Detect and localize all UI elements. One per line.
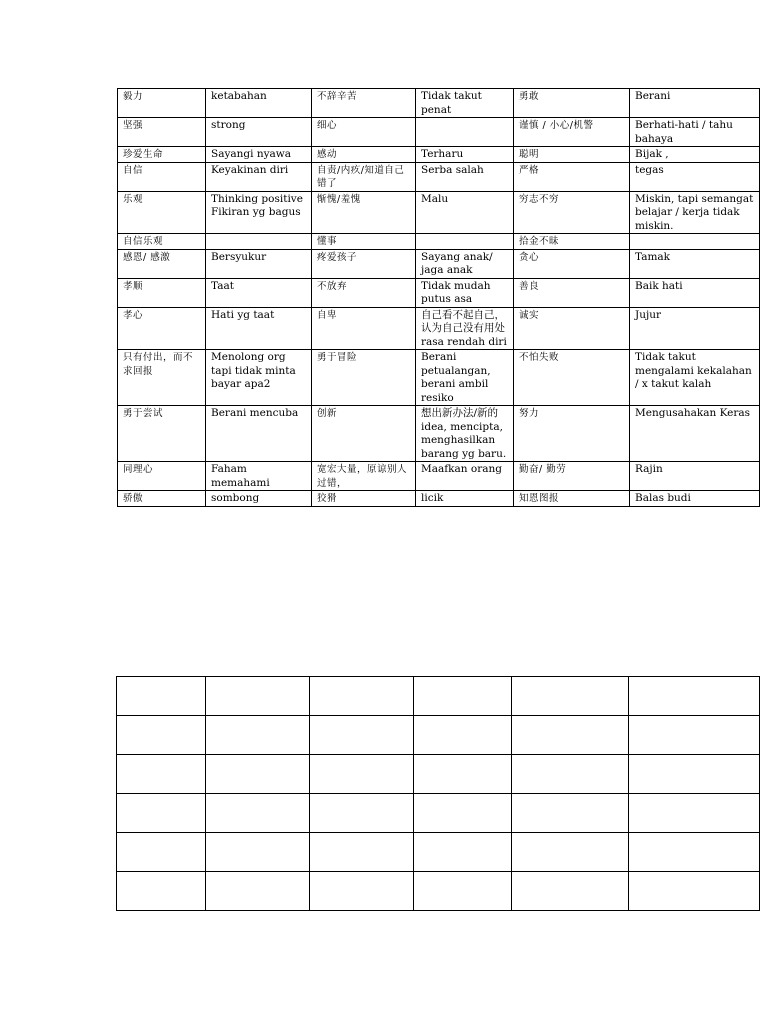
table-cell: Sayang anak/ jaga anak bbox=[416, 249, 514, 278]
table-row bbox=[117, 794, 760, 833]
empty-cell bbox=[629, 794, 760, 833]
table-cell: 勤奋/ 勤劳 bbox=[514, 462, 630, 491]
table-cell: 严格 bbox=[514, 162, 630, 191]
empty-cell bbox=[629, 755, 760, 794]
empty-cell bbox=[414, 833, 512, 872]
table-cell: Tamak bbox=[630, 249, 760, 278]
table-row bbox=[118, 307, 760, 350]
table-cell: 感恩/ 感激 bbox=[118, 249, 206, 278]
table-cell: 创新 bbox=[312, 406, 416, 462]
empty-cell bbox=[310, 755, 414, 794]
table-cell: Maafkan orang bbox=[416, 462, 514, 491]
table-cell: Rajin bbox=[630, 462, 760, 491]
table-cell: 宽宏大量，原谅别人过错， bbox=[312, 462, 416, 491]
table-cell: Thinking positive Fikiran yg bagus bbox=[206, 191, 312, 234]
table-cell: 勇于冒险 bbox=[312, 350, 416, 406]
table-cell: 勇敢 bbox=[514, 89, 630, 118]
table-row bbox=[117, 833, 760, 872]
table-cell bbox=[206, 234, 312, 250]
table-cell bbox=[630, 234, 760, 250]
empty-cell bbox=[629, 716, 760, 755]
table-cell: 孝心 bbox=[118, 307, 206, 350]
empty-cell bbox=[512, 872, 629, 911]
table-row bbox=[117, 755, 760, 794]
empty-cell bbox=[310, 872, 414, 911]
table-cell: 狡猾 bbox=[312, 491, 416, 507]
empty-cell bbox=[117, 872, 206, 911]
table-cell: 聪明 bbox=[514, 147, 630, 163]
empty-cell bbox=[512, 833, 629, 872]
empty-cell bbox=[117, 794, 206, 833]
table-cell: 骄傲 bbox=[118, 491, 206, 507]
table-cell: Tidak mudah putus asa bbox=[416, 278, 514, 307]
vocabulary-table-body bbox=[118, 89, 760, 507]
table-cell: Berani mencuba bbox=[206, 406, 312, 462]
table-cell: Hati yg taat bbox=[206, 307, 312, 350]
table-cell: Sayangi nyawa bbox=[206, 147, 312, 163]
table-cell: 疼爱孩子 bbox=[312, 249, 416, 278]
table-cell: 知恩图报 bbox=[514, 491, 630, 507]
vocabulary-table bbox=[117, 88, 760, 507]
table-cell: Tidak takut mengalami kekalahan / x takut kalah bbox=[630, 350, 760, 406]
table-row bbox=[118, 249, 760, 278]
table-cell: 想出新办法/新的 idea, mencipta, menghasilkan barang yg baru. bbox=[416, 406, 514, 462]
table-row bbox=[118, 491, 760, 507]
empty-cell bbox=[512, 716, 629, 755]
table-row bbox=[118, 191, 760, 234]
table-cell: 勇于尝试 bbox=[118, 406, 206, 462]
empty-cell bbox=[117, 755, 206, 794]
empty-cell bbox=[512, 677, 629, 716]
table-row bbox=[118, 162, 760, 191]
table-row bbox=[118, 462, 760, 491]
table-cell: Malu bbox=[416, 191, 514, 234]
table-cell: 诚实 bbox=[514, 307, 630, 350]
table-cell: 自信乐观 bbox=[118, 234, 206, 250]
table-cell: ketabahan bbox=[206, 89, 312, 118]
empty-cell bbox=[512, 755, 629, 794]
table-cell: 只有付出，而不求回报 bbox=[118, 350, 206, 406]
empty-cell bbox=[414, 794, 512, 833]
table-cell: 不辞辛苦 bbox=[312, 89, 416, 118]
table-cell: 拾金不昧 bbox=[514, 234, 630, 250]
table-cell: Serba salah bbox=[416, 162, 514, 191]
empty-cell bbox=[310, 833, 414, 872]
table-cell: 同理心 bbox=[118, 462, 206, 491]
empty-cell bbox=[206, 677, 310, 716]
empty-cell bbox=[629, 872, 760, 911]
table-row bbox=[118, 350, 760, 406]
table-cell: Berani petualangan, berani ambil resiko bbox=[416, 350, 514, 406]
table-cell: 细心 bbox=[312, 118, 416, 147]
empty-cell bbox=[206, 794, 310, 833]
table-cell: Bijak , bbox=[630, 147, 760, 163]
empty-cell bbox=[414, 677, 512, 716]
table-cell: 珍爱生命 bbox=[118, 147, 206, 163]
table-cell: Berhati-hati / tahu bahaya bbox=[630, 118, 760, 147]
table-row bbox=[118, 278, 760, 307]
table-cell: 乐观 bbox=[118, 191, 206, 234]
empty-cell bbox=[206, 755, 310, 794]
empty-cell bbox=[629, 677, 760, 716]
empty-cell bbox=[414, 872, 512, 911]
table-cell: Baik hati bbox=[630, 278, 760, 307]
blank-table-body bbox=[117, 677, 760, 911]
blank-table bbox=[116, 676, 760, 911]
table-row bbox=[118, 406, 760, 462]
table-row bbox=[118, 89, 760, 118]
table-row bbox=[118, 147, 760, 163]
table-cell: Bersyukur bbox=[206, 249, 312, 278]
empty-cell bbox=[206, 833, 310, 872]
empty-cell bbox=[310, 794, 414, 833]
table-cell bbox=[416, 118, 514, 147]
table-cell: 坚强 bbox=[118, 118, 206, 147]
table-cell: 懂事 bbox=[312, 234, 416, 250]
empty-cell bbox=[206, 872, 310, 911]
table-cell: 毅力 bbox=[118, 89, 206, 118]
table-cell: Miskin, tapi semangat belajar / kerja tidak miskin. bbox=[630, 191, 760, 234]
table-row bbox=[117, 716, 760, 755]
table-cell: 惭愧/羞愧 bbox=[312, 191, 416, 234]
empty-cell bbox=[629, 833, 760, 872]
empty-cell bbox=[310, 677, 414, 716]
table-cell: 自责/内疚/知道自己错了 bbox=[312, 162, 416, 191]
table-cell: 谨慎 / 小心/机警 bbox=[514, 118, 630, 147]
table-cell: Terharu bbox=[416, 147, 514, 163]
table-cell: 贪心 bbox=[514, 249, 630, 278]
empty-cell bbox=[117, 833, 206, 872]
table-cell: 善良 bbox=[514, 278, 630, 307]
empty-cell bbox=[414, 755, 512, 794]
table-row bbox=[118, 234, 760, 250]
table-cell: 自己看不起自己，认为自己没有用处 rasa rendah diri bbox=[416, 307, 514, 350]
table-cell: licik bbox=[416, 491, 514, 507]
table-cell bbox=[416, 234, 514, 250]
table-cell: tegas bbox=[630, 162, 760, 191]
table-cell: sombong bbox=[206, 491, 312, 507]
table-cell: 自信 bbox=[118, 162, 206, 191]
table-cell: Berani bbox=[630, 89, 760, 118]
empty-cell bbox=[117, 716, 206, 755]
empty-cell bbox=[512, 794, 629, 833]
empty-cell bbox=[414, 716, 512, 755]
table-cell: Mengusahakan Keras bbox=[630, 406, 760, 462]
table-cell: 穷志不穷 bbox=[514, 191, 630, 234]
table-cell: Balas budi bbox=[630, 491, 760, 507]
table-row bbox=[117, 677, 760, 716]
table-cell: 孝顺 bbox=[118, 278, 206, 307]
empty-cell bbox=[206, 716, 310, 755]
table-row bbox=[118, 118, 760, 147]
table-cell: 感动 bbox=[312, 147, 416, 163]
table-cell: Keyakinan diri bbox=[206, 162, 312, 191]
empty-cell bbox=[117, 677, 206, 716]
table-row bbox=[117, 872, 760, 911]
table-cell: Faham memahami bbox=[206, 462, 312, 491]
empty-cell bbox=[310, 716, 414, 755]
table-cell: 不怕失败 bbox=[514, 350, 630, 406]
table-cell: Tidak takut penat bbox=[416, 89, 514, 118]
table-cell: 自卑 bbox=[312, 307, 416, 350]
table-cell: Taat bbox=[206, 278, 312, 307]
table-cell: 努力 bbox=[514, 406, 630, 462]
table-cell: Menolong org tapi tidak minta bayar apa2 bbox=[206, 350, 312, 406]
table-cell: strong bbox=[206, 118, 312, 147]
table-cell: Jujur bbox=[630, 307, 760, 350]
table-cell: 不放弃 bbox=[312, 278, 416, 307]
